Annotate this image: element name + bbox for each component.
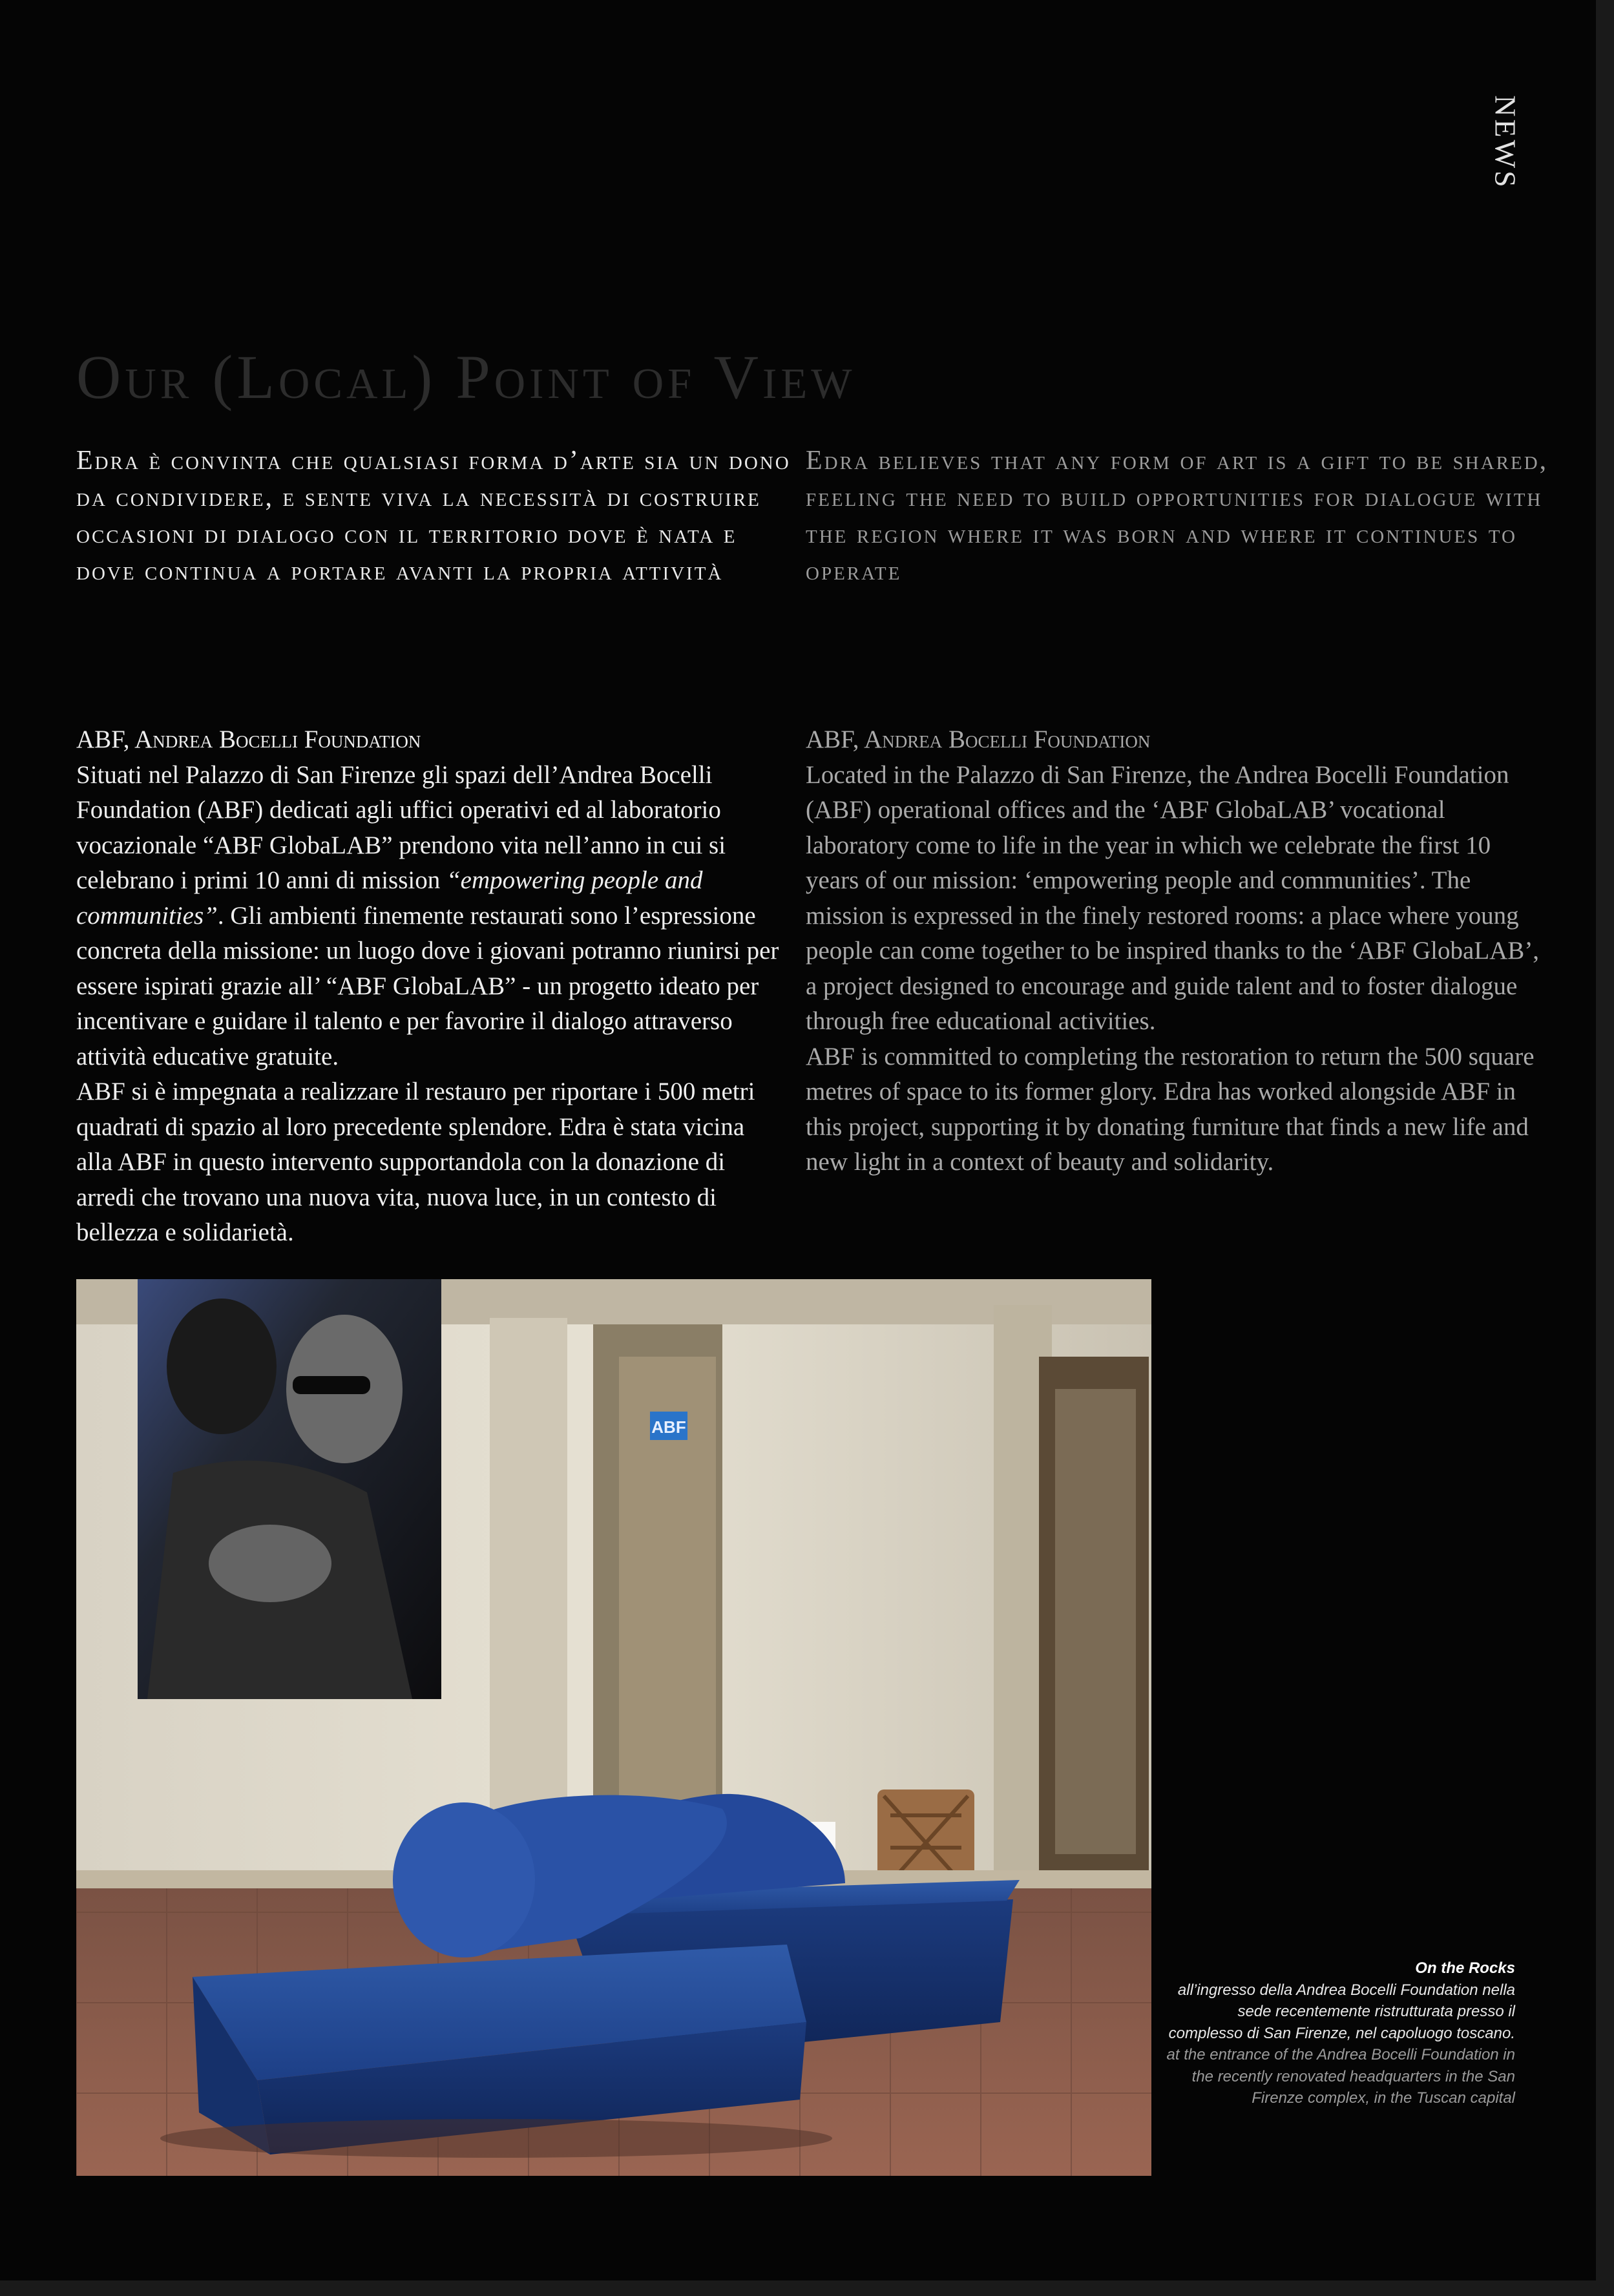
photo-on-the-rocks-sofa <box>76 1279 1151 2176</box>
article-english <box>806 722 1546 1180</box>
page-edge-right <box>1596 0 1614 2296</box>
article-english-paragraph-2: ABF is committed to completing the restoration to return the 500 square metres of space to its former glory. Edra has worked alongside ABF in this project, supporting it by donating furniture that finds a new life and new light in a context of beauty and solidarity. <box>806 1042 1535 1176</box>
photo-abf-sign-text: ABF <box>651 1417 686 1437</box>
article-english-paragraph-1: Located in the Palazzo di San Firenze, the Andrea Bocelli Foundation (ABF) operational offices and the ‘ABF GlobaLAB’ vocational laboratory come to life in the year in which we celebrate the first 10 years of our mission: ‘empowering people and communities’. The mission is expressed in the finely restored rooms: a place where young people can come together to be inspired thanks to the ‘ABF GlobaLAB’, a project designed to encourage and guide talent and to foster dialogue through free educational activities. <box>806 760 1540 1035</box>
intro-english: Edra believes that any form of art is a gift to be shared, feeling the need to build opportunities for dialogue with the region where it was born and where it continues to operate <box>806 446 1549 586</box>
caption-english: at the entrance of the Andrea Bocelli Foundation in the recently renovated headquarters in the San Firenze complex, in the Tuscan capital <box>1166 2046 1515 2107</box>
photo-sofa-roll-end <box>393 1802 535 1957</box>
article-italian-paragraph-2: ABF si è impegnata a realizzare il restauro per riportare i 500 metri quadrati di spazio al loro precedente splendore. Edra è stata vicina alla ABF in questo intervento supportandola con la donazione di arredi che trovano una nuova vita, nuova luce, in un contesto di bellezza e solidarietà. <box>76 1078 755 1246</box>
section-tag <box>1483 90 1528 194</box>
photo-poster-hands <box>209 1525 331 1602</box>
photo-poster-figure-1 <box>167 1299 277 1434</box>
article-italian <box>76 722 787 1251</box>
photo-sofa-shadow <box>160 2119 832 2158</box>
article-italian-p1-after: . Gli ambienti finemente restaurati sono l’espressione concreta della missione: un luogo dove i giovani potranno riunirsi per essere ispirati grazie all’ “ABF GlobaLAB” - un progetto ideato per incentivare e guidare il talento e per favorire il dialogo attraverso attività educative gratuite. <box>76 901 779 1070</box>
intro-italian: Edra è convinta che qualsiasi forma d’arte sia un dono da condividere, e sente viva la necessità di costruire occasioni di dialogo con il territorio dove è nata e dove continua a portare avanti la propria attività <box>76 446 791 586</box>
photo-poster-sunglasses <box>293 1376 370 1394</box>
caption-title: On the Rocks <box>1415 1959 1515 1977</box>
photo-caption <box>1163 1957 1515 2109</box>
caption-italian: all’ingresso della Andrea Bocelli Foundation nella sede recentemente ristrutturata presso il complesso di San Firenze, nel capoluogo toscano. <box>1168 1981 1515 2042</box>
photo-illustration <box>76 1279 1151 2176</box>
headline: Our (Local) Point of View <box>76 342 856 412</box>
article-english-heading: ABF, Andrea Bocelli Foundation <box>806 725 1151 753</box>
article-italian-heading: ABF, Andrea Bocelli Foundation <box>76 725 421 753</box>
article-italian-p1-before: Situati nel Palazzo di San Firenze gli spazi dell’Andrea Bocelli Foundation (ABF) dedicati agli uffici operativi ed al laboratorio vocazionale “ABF GlobaLAB” prendono vita nell’anno in cui si celebrano i primi 10 anni di mission <box>76 760 726 894</box>
article-italian-mission-quote: “empowering people and communities” <box>76 866 703 930</box>
article-italian-paragraph-1 <box>76 758 787 1075</box>
page-edge-bottom <box>0 2280 1614 2296</box>
section-tag-label: NEWS <box>1489 94 1522 190</box>
photo-back-room <box>1055 1389 1136 1854</box>
